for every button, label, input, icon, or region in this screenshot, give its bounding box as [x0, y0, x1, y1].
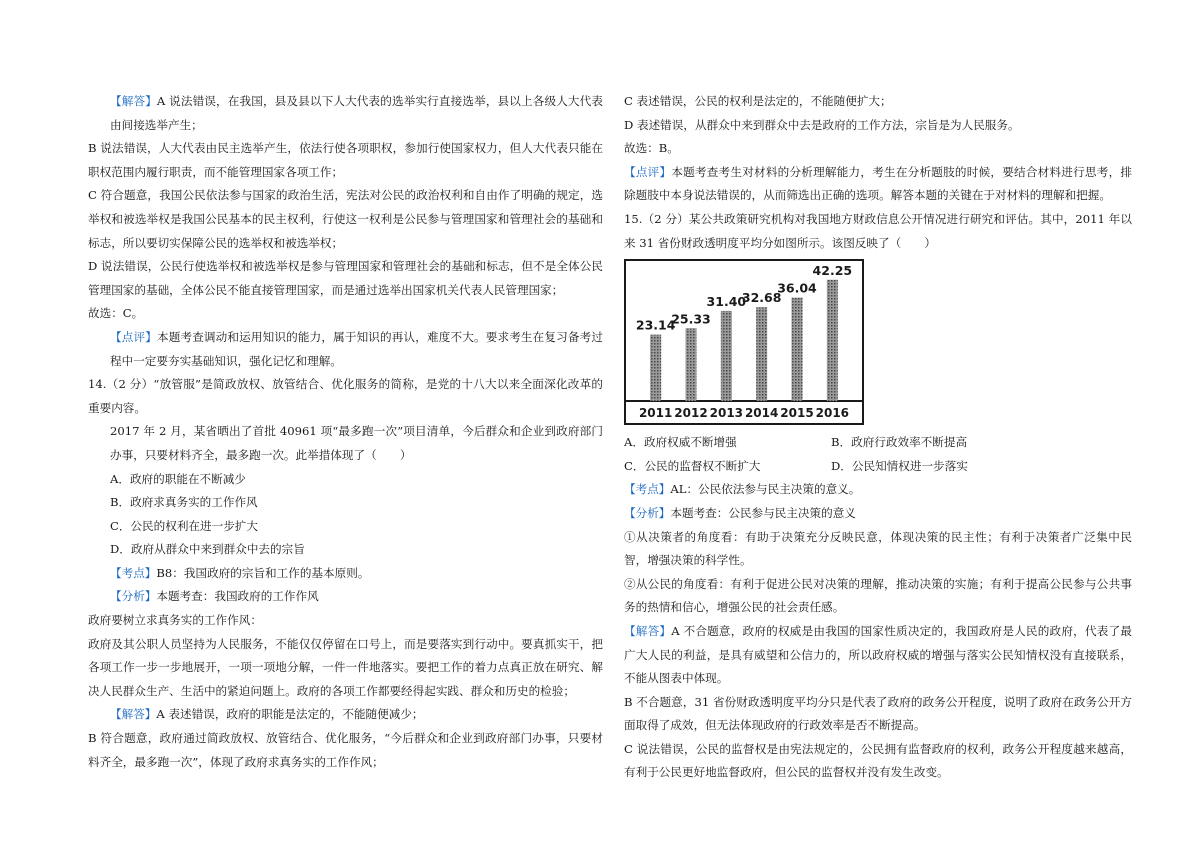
bar-chart-svg: [624, 259, 864, 425]
answer-13-c: C 符合题意，我国公民依法参与国家的政治生活，宪法对公民的政治权利和自由作了明确的规定，选举权和被选举权是我国公民基本的民主权利，行使这一权利是公民参与管理国家和管理社会的基础和标志，所以要切实保障公民的选举权和被选举权；: [88, 188, 603, 250]
knowledge-tag: 【考点】: [624, 482, 671, 497]
value-label-2013: 31.40: [706, 294, 747, 310]
analysis-14: 【分析】本题考查：我国政府的工作作风: [110, 589, 319, 604]
answer-14-a: 【解答】A 表述错误，政府的职能是法定的，不能随便减少；: [110, 707, 424, 722]
bar-2015: [792, 298, 803, 401]
bar-2014: [756, 307, 767, 401]
answer-13-b: B 说法错误，人大代表由民主选举产生，依法行使各项职权，参加行使国家权力，但人大代表只能在职权范围内履行职责，而不能管理国家各项工作；: [88, 141, 603, 179]
analysis-14-line-2: 政府及其公职人员坚持为人民服务，不能仅仅停留在口号上，而是要落实到行动中。要真抓实干，把各项工作一步一步地展开，一项一项地分解，一件一件地落实。要把工作的着力点真正放在研究、解决人民群众生产、生活中的紧迫问题上。政府的各项工作都要经得起实践、群众和历史的检验；: [88, 636, 603, 698]
answer-15-c: C 说法错误，公民的监督权是由宪法规定的，公民拥有监督政府的权利，政务公开程度越来越高，有利于公民更好地监督政府，但公民的监督权并没有发生改变。: [624, 741, 1132, 780]
question-15-options-row-1: [624, 431, 1132, 455]
analysis-15-line-1: ①从决策者的角度看：有助于决策充分反映民意，体现决策的民主性；有利于决策者广泛集中民智，增强决策的科学性。: [624, 529, 1132, 568]
question-15-option-c: C．公民的监督权不断扩大: [624, 458, 761, 473]
answer-tag: 【解答】: [110, 94, 157, 108]
analysis-14-line-1: 政府要树立求真务实的工作作风：: [88, 613, 262, 628]
review-tag: 【点评】: [624, 164, 672, 179]
tick-label-2012: 2012: [674, 406, 708, 421]
knowledge-point-14: 【考点】B8：我国政府的宗旨和工作的基本原则。: [110, 565, 370, 580]
question-15-option-d: D．公民知情权进一步落实: [831, 458, 968, 473]
answer-13-a: 【解答】A 说法错误，在我国，县及县以下人大代表的选举实行直接选举，县以上各级人大代表由间接选举产生；: [110, 94, 603, 132]
answer-14-c: C 表述错误，公民的权利是法定的，不能随便扩大；: [624, 94, 892, 108]
tick-label-2015: 2015: [780, 406, 814, 421]
review-13: 【点评】本题考查调动和运用知识的能力，属于知识的再认，难度不大。要求考生在复习备考过程中一定要夯实基础知识，强化记忆和理解。: [110, 329, 603, 368]
tick-label-2013: 2013: [709, 406, 744, 421]
analysis-15: 【分析】本题考查：公民参与民主决策的意义: [624, 505, 856, 520]
value-label-2014: 32.68: [741, 290, 782, 306]
question-14-option-c: C．公民的权利在进一步扩大: [110, 518, 258, 533]
answer-15-a: 【解答】A 不合题意，政府的权威是由我国的国家性质决定的，我国政府是人民的政府，代表了最广大人民的利益，是具有威望和公信力的，所以政府权威的增强与落实公民知情权没有直接联系，不能从图表中体现。: [624, 623, 1132, 686]
analysis-tag: 【分析】: [110, 589, 157, 604]
transparency-bar-chart: [624, 259, 864, 425]
question-15-options-row-2: [624, 455, 1132, 479]
question-15-option-b: B．政府行政效率不断提高: [831, 435, 968, 450]
knowledge-point-15: 【考点】AL：公民依法参与民主决策的意义。: [624, 482, 861, 497]
bar-2011: [650, 335, 661, 401]
value-label-2012: 25.33: [671, 311, 711, 327]
question-15-stem: 15.（2 分）某公共政策研究机构对我国地方财政信息公开情况进行研究和评估。其中，2011 年以来 31 省份财政透明度平均分如图所示。该图反映了（ ）: [624, 211, 1132, 250]
knowledge-tag: 【考点】: [110, 565, 157, 580]
answer-13-d: D 说法错误，公民行使选举权和被选举权是参与管理国家和管理社会的基础和标志，但不是全体公民管理国家的基础，全体公民不能直接管理国家，而是通过选举出国家机关代表人民管理国家；: [88, 259, 603, 297]
answer-14-choice: 故选：B。: [624, 141, 679, 156]
question-14-option-b: B．政府求真务实的工作作风: [110, 495, 258, 510]
left-column: [88, 90, 603, 774]
value-label-2015: 36.04: [777, 280, 817, 296]
value-label-2016: 42.25: [812, 262, 853, 278]
question-14-option-d: D．政府从群众中来到群众中去的宗旨: [110, 542, 305, 557]
bar-2012: [686, 328, 697, 401]
right-column: [624, 90, 1132, 785]
answer-14-d: D 表述错误，从群众中来到群众中去是政府的工作方法，宗旨是为人民服务。: [624, 117, 1020, 132]
bar-2016: [827, 280, 838, 401]
tick-label-2011: 2011: [638, 406, 673, 421]
value-label-2011: 23.14: [635, 317, 676, 333]
question-14-stem: 14.（2 分）“放管服”是简政放权、放管结合、优化服务的简称，是党的十八大以来全面深化改革的重要内容。: [88, 377, 603, 415]
analysis-tag: 【分析】: [624, 505, 671, 520]
question-14-stem-2: 2017 年 2 月，某省晒出了首批 40961 项“最多跑一次”项目清单，今后群众和企业到政府部门办事，只要材料齐全，最多跑一次。此举措体现了（ ）: [110, 424, 603, 462]
review-tag: 【点评】: [110, 329, 157, 344]
answer-tag: 【解答】: [110, 707, 157, 722]
analysis-15-line-2: ②从公民的角度看：有利于促进公民对决策的理解，推动决策的实施；有利于提高公民参与公共事务的热情和信心，增强公民的社会责任感。: [624, 576, 1132, 615]
tick-label-2016: 2016: [815, 406, 850, 421]
review-14: 【点评】本题考查考生对材料的分析理解能力，考生在分析题肢的时候，要结合材料进行思考，排除题肢中本身说法错误的，从而筛选出正确的选项。解答本题的关键在于对材料的理解和把握。: [624, 164, 1132, 203]
tick-label-2014: 2014: [744, 406, 779, 421]
answer-14-b: B 符合题意，政府通过简政放权、放管结合、优化服务，“今后群众和企业到政府部门办事，只要材料齐全，最多跑一次”，体现了政府求真务实的工作作风；: [88, 731, 603, 769]
bar-2013: [721, 311, 732, 401]
answer-tag: 【解答】: [624, 623, 672, 638]
answer-13-choice: 故选：C。: [88, 306, 144, 321]
question-15-option-a: A．政府权威不断增强: [624, 435, 737, 450]
question-14-option-a: A．政府的职能在不断减少: [110, 471, 246, 486]
answer-15-b: B 不合题意，31 省份财政透明度平均分只是代表了政府的政务公开程度，说明了政府在政务公开方面取得了成效，但无法体现政府的行政效率是否不断提高。: [624, 694, 1132, 733]
